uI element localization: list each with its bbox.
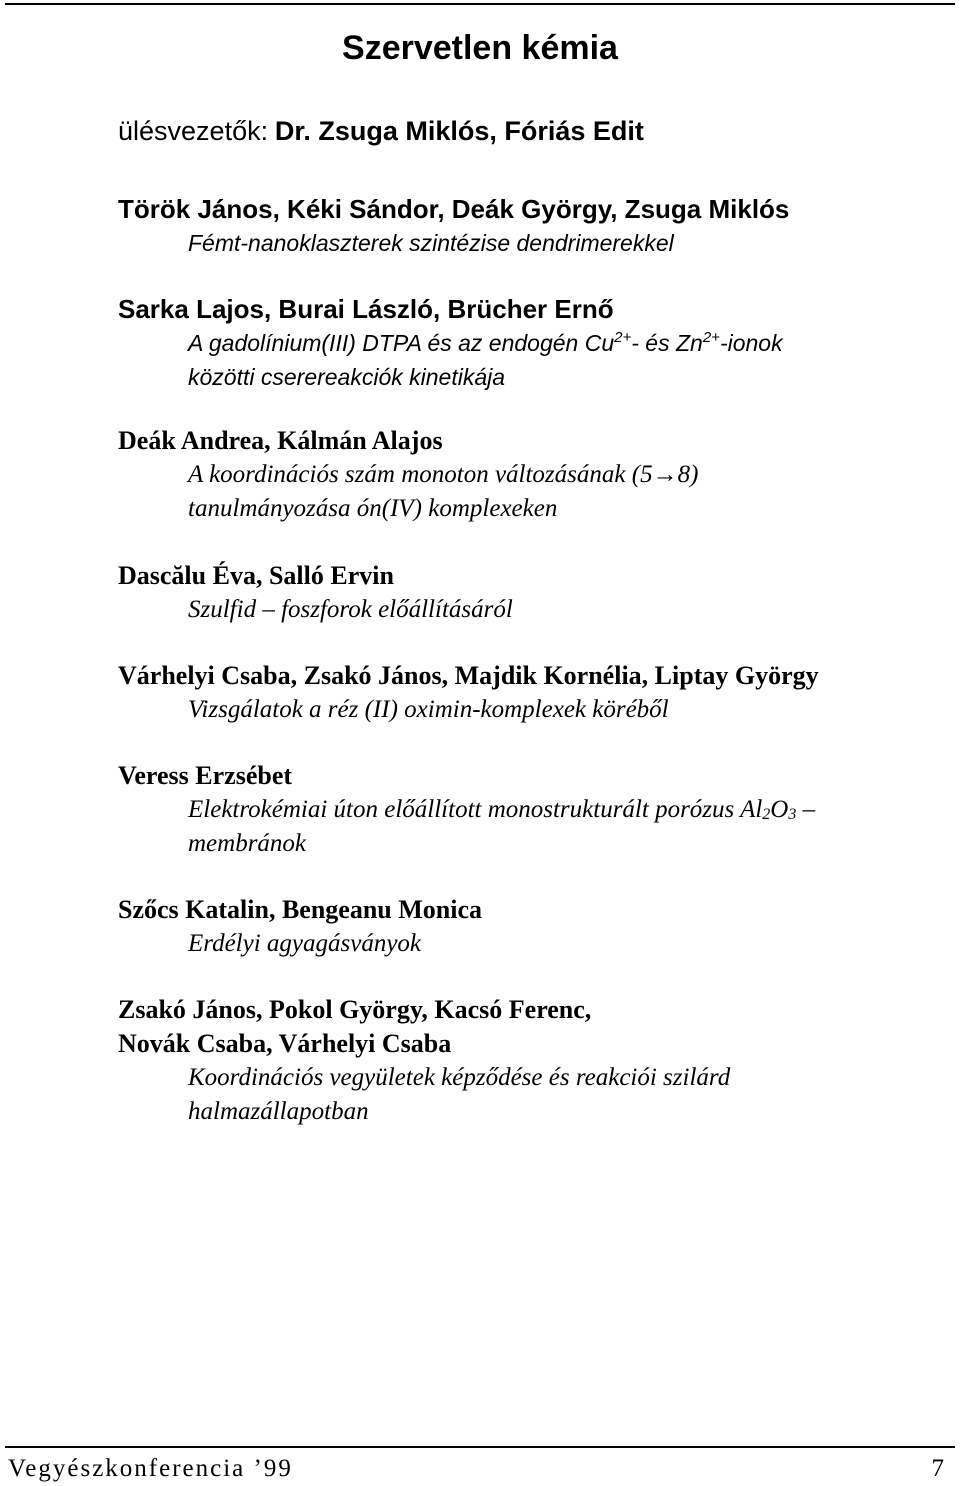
talk-title: Szulfid – foszforok előállításáról: [188, 596, 513, 623]
talk-title-line-2: közötti cserereakciók kinetikája: [188, 364, 506, 390]
talk-entry: [118, 893, 940, 961]
session-chairs-label: ülésvezetők:: [118, 116, 269, 146]
talk-authors: Szőcs Katalin, Bengeanu Monica: [118, 895, 483, 924]
talk-title: Koordinációs vegyületek képződése és reakciói szilárd: [188, 1064, 731, 1091]
talk-title: A gadolínium(III) DTPA és az endogén $Cu^{2+}-$ és $Zn^{2+}$-ionok: [188, 329, 783, 356]
talk-title: Vizsgálatok a réz (II) oximin-komplexek köréből: [188, 696, 669, 723]
page-footer: [8, 1452, 944, 1486]
talk-entry: [118, 759, 940, 861]
talk-entry: [118, 559, 940, 627]
page-title: Szervetlen kémia: [342, 29, 618, 67]
talk-authors: Török János, Kéki Sándor, Deák György, Zsuga Miklós: [118, 194, 790, 224]
talk-entry: [118, 192, 940, 260]
talk-authors: Deák Andrea, Kálmán Alajos: [118, 426, 443, 455]
talk-authors-line-2: Novák Csaba, Várhelyi Csaba: [118, 1029, 452, 1058]
talk-title-line-2: tanulmányozása ón(IV) komplexeken: [188, 495, 558, 522]
talk-title: Elektrokémiai úton előállított monostrukturált porózus $Al_2O_3$ –: [188, 796, 816, 823]
page-number: 7: [931, 1455, 944, 1482]
footer-rule: [5, 1446, 955, 1448]
session-chairs-names: Dr. Zsuga Miklós, Fóriás Edit: [274, 116, 644, 146]
session-chairs: [118, 112, 644, 150]
talk-authors: Várhelyi Csaba, Zsakó János, Majdik Kornélia, Liptay György: [118, 661, 819, 690]
talk-entry: [118, 292, 940, 394]
talk-authors: Zsakó János, Pokol György, Kacsó Ferenc,: [118, 995, 592, 1024]
talk-title-line-2: halmazállapotban: [188, 1098, 369, 1125]
talk-entry: [118, 659, 940, 727]
talk-entry: [118, 993, 940, 1129]
top-rule: [5, 3, 955, 5]
talk-authors: Sarka Lajos, Burai László, Brücher Ernő: [118, 294, 614, 324]
talk-entry: [118, 424, 940, 526]
talk-title: Fémt-nanoklaszterek szintézise dendrimerekkel: [188, 230, 674, 256]
footer-conference: Vegyészkonferencia ’99: [8, 1455, 293, 1482]
talk-authors: Dascălu Éva, Salló Ervin: [118, 561, 394, 590]
talk-title: Erdélyi agyagásványok: [188, 930, 422, 957]
right-arrow-icon: →: [652, 461, 678, 488]
talk-title-line-2: membránok: [188, 830, 307, 857]
talk-authors: Veress Erzsébet: [118, 761, 293, 790]
talk-title: A koordinációs szám monoton változásának (5→8): [188, 461, 699, 488]
